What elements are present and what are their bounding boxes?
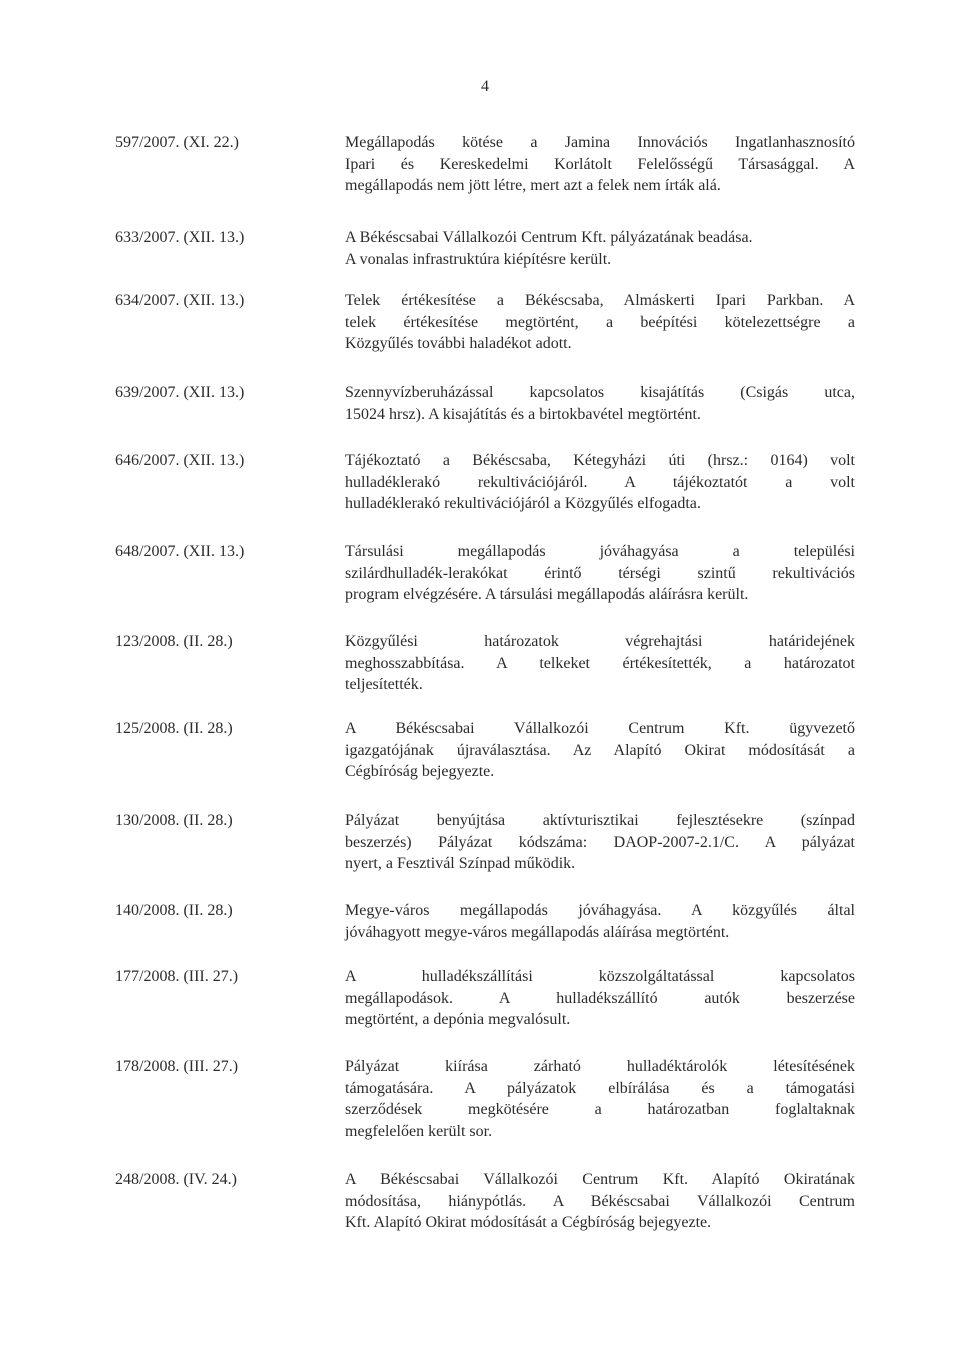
resolution-description [345, 1056, 855, 1142]
text-line: A hulladékszállítási közszolgáltatással kapcsolatos [345, 968, 855, 985]
resolution-number: 125/2008. (II. 28.) [115, 720, 233, 737]
text-line: támogatására. A pályázatok elbírálása és a támogatási [345, 1079, 855, 1097]
text-line: Megye-város megállapodás jóváhagyása. A közgyűlés által [345, 902, 855, 919]
text-line: megállapodások. A hulladékszállító autók beszerzése [345, 989, 855, 1007]
text-line: A Békéscsabai Vállalkozói Centrum Kft. pályázatának beadása. [345, 229, 753, 246]
text-line: Pályázat kiírása zárható hulladéktárolók létesítésének [345, 1058, 855, 1075]
text-line: szerződések megkötésére a határozatban foglaltaknak [345, 1101, 855, 1118]
text-line: módosítása, hiánypótlás. A Békéscsabai Vállalkozói Centrum [345, 1192, 855, 1210]
resolution-number: 140/2008. (II. 28.) [115, 902, 233, 919]
resolution-number: 633/2007. (XII. 13.) [115, 229, 245, 246]
text-line: Szennyvízberuházással kapcsolatos kisajátítás (Csigás utca, [345, 384, 855, 401]
text-line: Cégbíróság bejegyezte. [345, 763, 495, 780]
text-line: megtörtént, a depónia megvalósult. [345, 1011, 571, 1028]
text-line: hulladéklerakó rekultivációjáról. A tájékoztatót a volt [345, 473, 855, 491]
resolution-number: 648/2007. (XII. 13.) [115, 543, 245, 560]
resolution-description [345, 227, 855, 270]
text-line: Megállapodás kötése a Jamina Innovációs Ingatlanhasznosító [345, 134, 855, 151]
resolution-description [345, 132, 855, 197]
text-line: Tájékoztató a Békéscsaba, Kétegyházi úti (hrsz.: 0164) volt [345, 452, 855, 469]
text-line: szilárdhulladék-lerakókat érintő térségi szintű rekultivációs [345, 564, 855, 582]
text-line: Ipari és Kereskedelmi Korlátolt Felelősségű Társasággal. A [345, 155, 855, 173]
page-number: 4 [481, 78, 489, 95]
resolution-number: 178/2008. (III. 27.) [115, 1058, 239, 1075]
resolution-number: 123/2008. (II. 28.) [115, 633, 233, 650]
resolution-description [345, 810, 855, 875]
resolution-number: 646/2007. (XII. 13.) [115, 452, 245, 469]
resolution-number: 639/2007. (XII. 13.) [115, 384, 245, 401]
resolution-number: 177/2008. (III. 27.) [115, 968, 239, 985]
resolution-number: 248/2008. (IV. 24.) [115, 1171, 237, 1188]
resolution-number: 130/2008. (II. 28.) [115, 812, 233, 829]
text-line: jóváhagyott megye-város megállapodás aláírása megtörtént. [345, 923, 730, 941]
text-line: megfelelően került sor. [345, 1122, 493, 1140]
resolution-number: 634/2007. (XII. 13.) [115, 292, 245, 309]
text-line: Közgyűlés további haladékot adott. [345, 335, 572, 352]
text-line: igazgatójának újraválasztása. Az Alapító Okirat módosítását a [345, 741, 855, 759]
text-line: Pályázat benyújtása aktívturisztikai fejlesztésekre (színpad [345, 812, 855, 829]
resolution-description [345, 541, 855, 606]
text-line: Kft. Alapító Okirat módosítását a Cégbíróság bejegyezte. [345, 1214, 712, 1231]
resolution-number: 597/2007. (XI. 22.) [115, 134, 239, 151]
resolution-description [345, 382, 855, 425]
text-line: A vonalas infrastruktúra kiépítésre került. [345, 250, 612, 268]
text-line: Telek értékesítése a Békéscsaba, Almáskerti Ipari Parkban. A [345, 292, 855, 309]
text-line: meghosszabbítása. A telkeket értékesítették, a határozatot [345, 654, 855, 672]
resolution-description [345, 718, 855, 783]
text-line: telek értékesítése megtörtént, a beépítési kötelezettségre a [345, 313, 855, 331]
resolution-description [345, 290, 855, 355]
text-line: Közgyűlési határozatok végrehajtási határidejének [345, 633, 855, 650]
text-line: teljesítették. [345, 676, 423, 693]
text-line: nyert, a Fesztivál Színpad működik. [345, 855, 576, 872]
resolution-description [345, 966, 855, 1031]
text-line: Társulási megállapodás jóváhagyása a települési [345, 543, 855, 560]
text-line: megállapodás nem jött létre, mert azt a felek nem írták alá. [345, 177, 721, 194]
resolution-description [345, 1169, 855, 1234]
text-line: beszerzés) Pályázat kódszáma: DAOP-2007-2.1/C. A pályázat [345, 833, 855, 851]
text-line: program elvégzésére. A társulási megállapodás aláírásra került. [345, 586, 749, 603]
text-line: 15024 hrsz). A kisajátítás és a birtokbavétel megtörtént. [345, 405, 701, 423]
resolution-description [345, 900, 855, 943]
resolution-description [345, 450, 855, 515]
text-line: A Békéscsabai Vállalkozói Centrum Kft. ügyvezető [345, 720, 855, 737]
resolution-description [345, 631, 855, 696]
text-line: hulladéklerakó rekultivációjáról a Közgyűlés elfogadta. [345, 495, 701, 512]
text-line: A Békéscsabai Vállalkozói Centrum Kft. Alapító Okiratának [345, 1171, 855, 1188]
